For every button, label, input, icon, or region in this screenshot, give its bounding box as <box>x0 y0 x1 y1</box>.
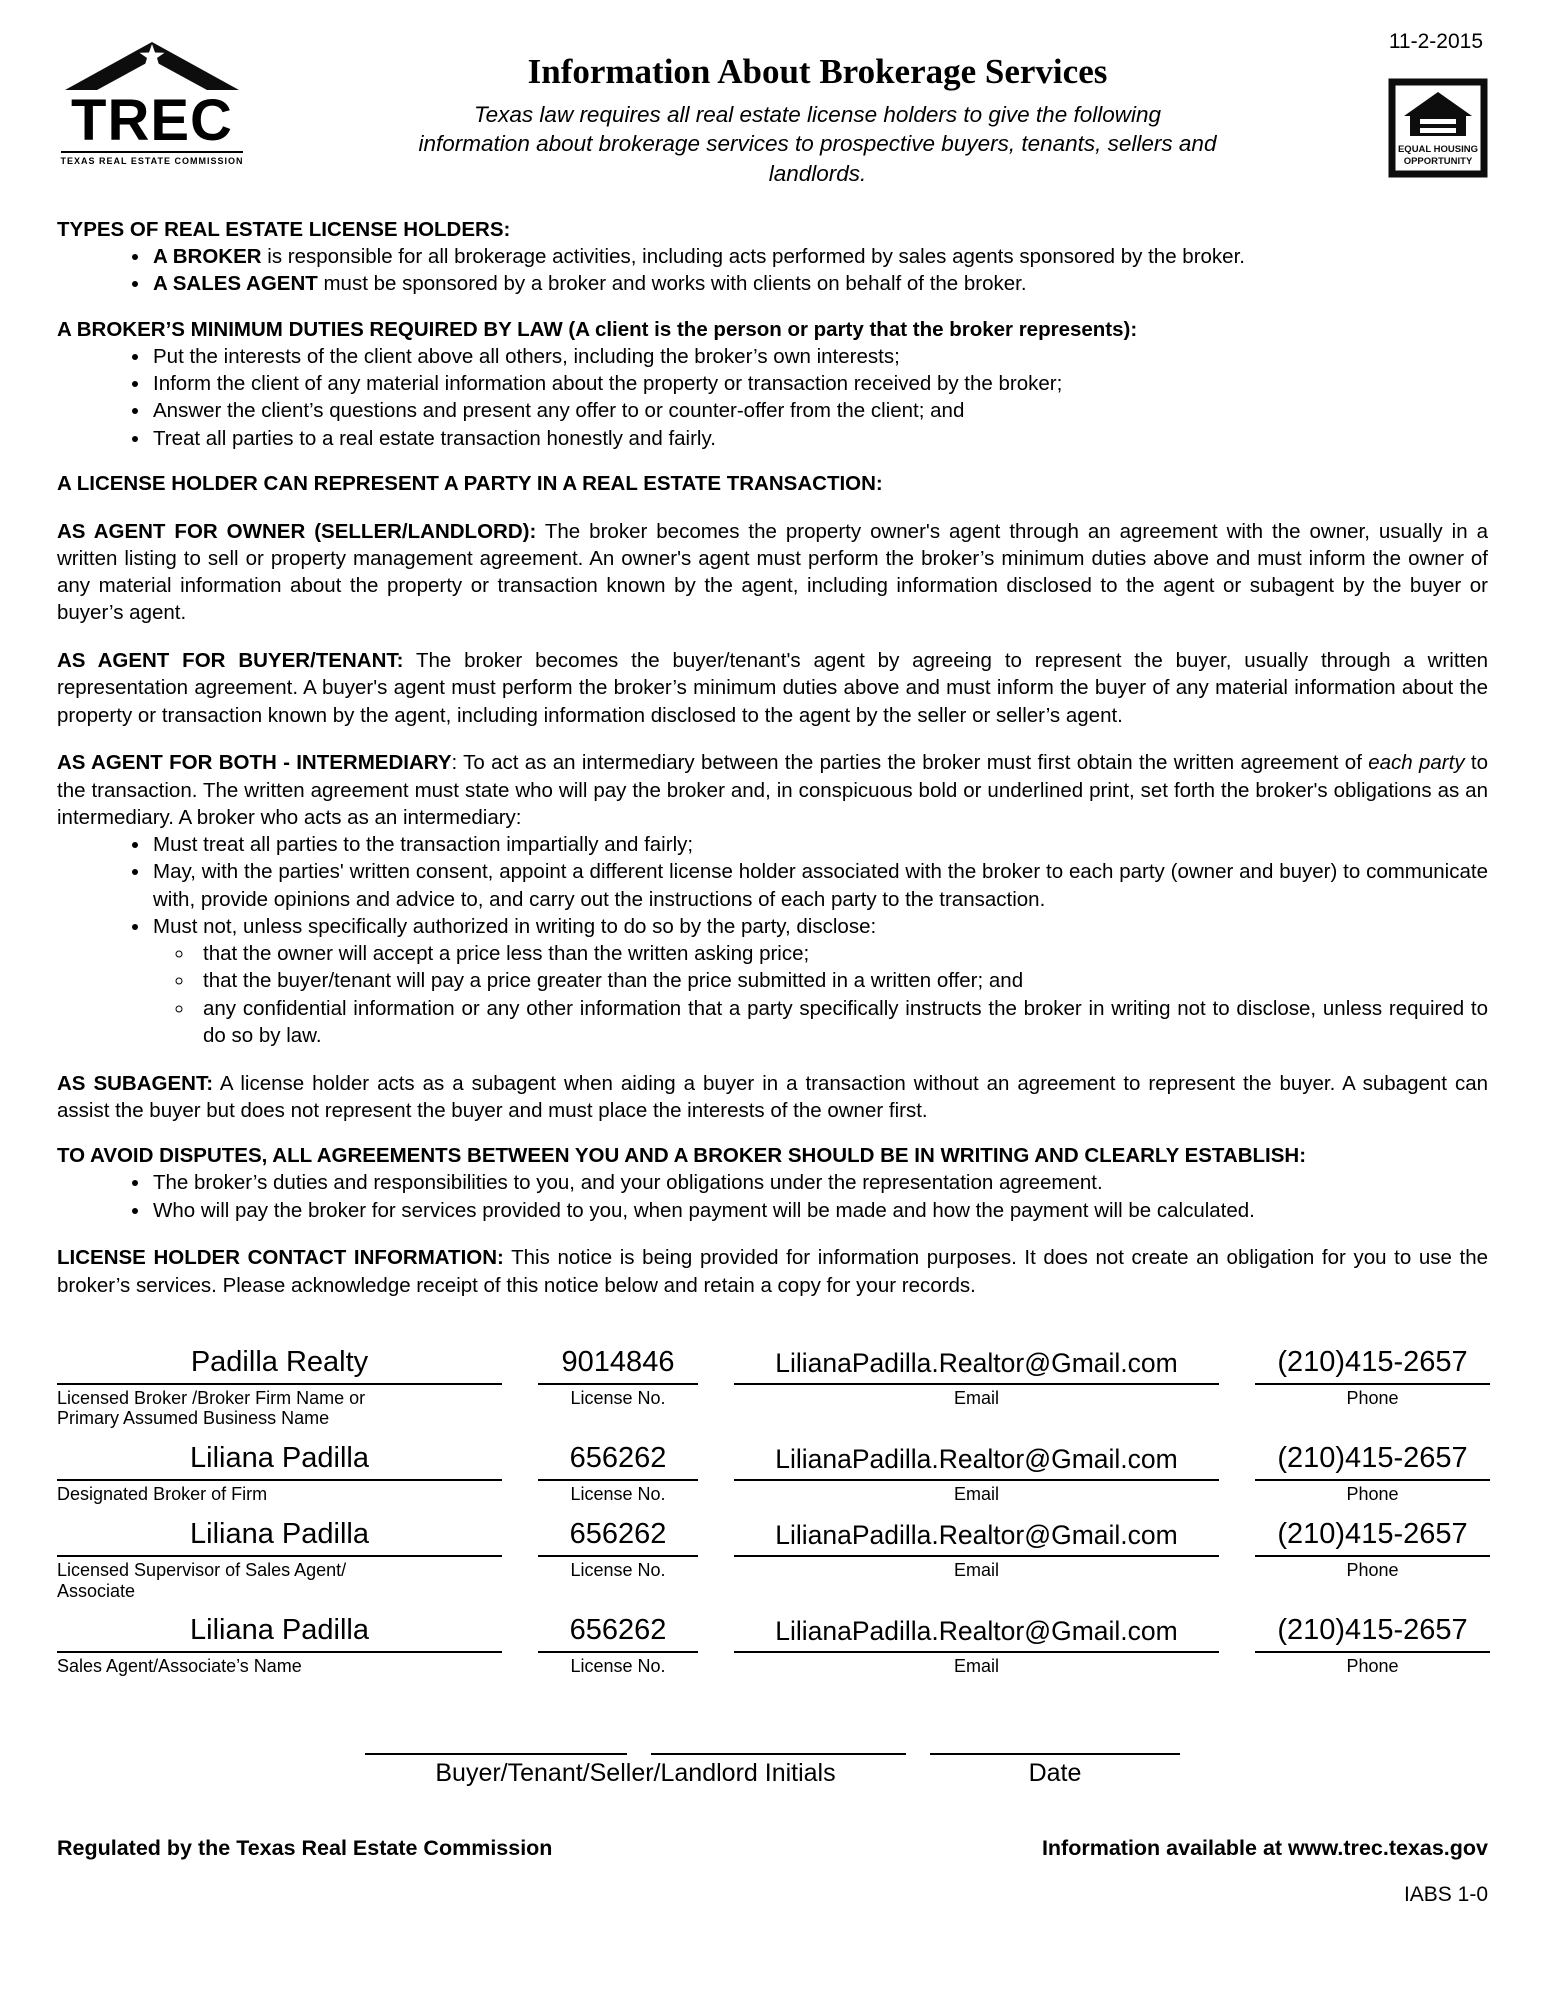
designated-broker-phone-field <box>1255 1439 1490 1505</box>
paragraph-italic: each party <box>1368 751 1465 775</box>
email-value: LilianaPadilla.Realtor@Gmail.com <box>775 1616 1178 1647</box>
document-body <box>57 216 1488 1299</box>
page-title: Information About Brokerage Services <box>527 52 1108 91</box>
equal-housing-logo <box>1388 78 1488 183</box>
designated-broker-label: Designated Broker of Firm <box>57 1484 268 1505</box>
footer-info-available: Information available at www.trec.texas.gov <box>1041 1835 1488 1860</box>
date-signature-group <box>930 1729 1180 1788</box>
date-label: Date <box>1028 1758 1082 1787</box>
sub-bullet-item: ◦ that the owner will accept a price less than the written asking price; <box>195 940 1488 967</box>
bullet-item: • Who will pay the broker for services provided to you, when payment will be made and how the payment will be calculated. <box>151 1197 1488 1224</box>
supervisor-label: Licensed Supervisor of Sales Agent/ Associate <box>57 1559 347 1601</box>
email-value: LilianaPadilla.Realtor@Gmail.com <box>775 1519 1178 1550</box>
form-code: IABS 1-0 <box>1403 1882 1488 1906</box>
paragraph-lead: AS AGENT FOR BUYER/TENANT: <box>57 649 404 672</box>
license-holder-contact-form <box>57 1343 1488 1677</box>
sales-agent-email-field <box>734 1611 1219 1677</box>
sales-agent-label: Sales Agent/Associate’s Name <box>57 1656 302 1677</box>
form-row-designated-broker <box>57 1439 1488 1505</box>
document-header <box>57 38 1488 188</box>
paragraph-text: : To act as an intermediary between the parties the broker must first obtain the written agreement of <box>451 751 1369 775</box>
license-no-label: License No. <box>570 1559 666 1580</box>
supervisor-phone-field <box>1255 1515 1490 1601</box>
email-label: Email <box>953 1484 999 1505</box>
section-types-heading: TYPES OF REAL ESTATE LICENSE HOLDERS: <box>57 217 511 241</box>
bullet-lead: A SALES AGENT <box>153 272 318 296</box>
section-intermediary <box>57 749 1488 831</box>
license-no-label: License No. <box>570 1484 666 1505</box>
section-represent-heading: A LICENSE HOLDER CAN REPRESENT A PARTY IN A REAL ESTATE TRANSACTION: <box>57 471 883 495</box>
license-no-label: License No. <box>570 1656 666 1677</box>
bullet-text: Must not, unless specifically authorized in writing to do so by the party, disclose: <box>153 914 877 938</box>
designated-broker-email-field <box>734 1439 1219 1505</box>
broker-firm-name-field <box>57 1343 502 1429</box>
broker-firm-phone-field <box>1255 1343 1490 1429</box>
sales-agent-name-field <box>57 1611 502 1677</box>
email-value: LilianaPadilla.Realtor@Gmail.com <box>775 1347 1178 1378</box>
equal-housing-icon <box>1388 78 1488 178</box>
phone-value: (210)415-2657 <box>1277 1345 1468 1378</box>
document-footer <box>57 1836 1488 1861</box>
email-label: Email <box>953 1656 999 1677</box>
sub-bullet-item: ◦ that the buyer/tenant will pay a price greater than the price submitted in a written offer; and <box>195 967 1488 994</box>
sales-agent-name-value: Liliana Padilla <box>190 1614 369 1647</box>
license-no-value: 656262 <box>569 1517 667 1550</box>
form-row-supervisor <box>57 1515 1488 1601</box>
supervisor-name-field <box>57 1515 502 1601</box>
trec-roof-star-icon <box>57 38 247 92</box>
supervisor-name-value: Liliana Padilla <box>190 1517 369 1550</box>
phone-value: (210)415-2657 <box>1277 1442 1468 1475</box>
bullet-item: • Treat all parties to a real estate transaction honestly and fairly. <box>151 425 1488 452</box>
phone-label: Phone <box>1346 1387 1399 1408</box>
bullet-item <box>151 270 1488 297</box>
document-date: 11-2-2015 <box>1388 30 1483 53</box>
eho-text-line1: EQUAL HOUSING <box>1397 144 1479 155</box>
supervisor-license-field <box>538 1515 698 1601</box>
section-agent-owner <box>57 518 1488 627</box>
trec-caption: TEXAS REAL ESTATE COMMISSION <box>60 156 244 167</box>
broker-firm-name-label: Licensed Broker /Broker Firm Name or Primary Assumed Business Name <box>57 1387 366 1429</box>
broker-firm-name-value: Padilla Realty <box>190 1345 369 1378</box>
phone-label: Phone <box>1346 1559 1399 1580</box>
broker-firm-email-field <box>734 1343 1219 1429</box>
bullet-text: is responsible for all brokerage activities, including acts performed by sales agents sponsored by the broker. <box>261 245 1245 268</box>
designated-broker-name-field <box>57 1439 502 1505</box>
initials-signature-line[interactable] <box>651 1729 906 1755</box>
email-value: LilianaPadilla.Realtor@Gmail.com <box>775 1444 1178 1475</box>
supervisor-email-field <box>734 1515 1219 1601</box>
section-agent-buyer <box>57 647 1488 729</box>
page-subtitle: Texas law requires all real estate license holders to give the following information about brokerage services to prospective buyers, tenants, sellers and landlords. <box>418 102 1217 186</box>
bullet-item: • Answer the client’s questions and present any offer to or counter-offer from the client; and <box>151 397 1488 424</box>
phone-value: (210)415-2657 <box>1277 1517 1468 1550</box>
paragraph-lead: AS SUBAGENT: <box>57 1071 214 1095</box>
sub-bullet-item: ◦ any confidential information or any other information that a party specifically instructs the broker in writing not to disclose, unless required to do so by law. <box>195 995 1488 1050</box>
trec-wordmark: TREC <box>71 88 233 153</box>
acknowledgement-signature-area <box>57 1729 1488 1788</box>
paragraph-text: to the transaction. The written agreement must state who will pay the broker and, in conspicuous bold or underlined print, set forth the broker's obligations as an intermediary. A broker who acts as an intermediary: <box>57 751 1488 829</box>
paragraph-text: This notice is being provided for information purposes. It does not create an obligation for you to use the broker’s services. Please acknowledge receipt of this notice below and retain a copy for your records. <box>57 1246 1488 1297</box>
license-no-label: License No. <box>570 1387 666 1408</box>
sales-agent-phone-field <box>1255 1611 1490 1677</box>
intermediary-bullet-list <box>57 831 1488 1049</box>
section-subagent <box>57 1070 1488 1125</box>
form-row-sales-agent <box>57 1611 1488 1677</box>
paragraph-text: The broker becomes the property owner's agent through an agreement with the owner, usually in a written listing to sell or property management agreement. An owner's agent must perform the broker’s minimum duties above and must inform the owner of any material information about the property or transaction known by the agent, including information disclosed to the agent or subagent by the buyer or buyer’s agent. <box>57 519 1488 625</box>
paragraph-lead: AS AGENT FOR BOTH - INTERMEDIARY <box>57 751 452 775</box>
email-label: Email <box>953 1559 999 1580</box>
section-disputes-heading: TO AVOID DISPUTES, ALL AGREEMENTS BETWEEN YOU AND A BROKER SHOULD BE IN WRITING AND CLEARLY ESTABLISH: <box>57 1144 1307 1167</box>
eho-text-line2: OPPORTUNITY <box>1403 156 1473 167</box>
section-duties-heading: A BROKER’S MINIMUM DUTIES REQUIRED BY LAW (A client is the person or party that the broker represents): <box>57 317 1138 341</box>
intermediary-sub-bullet-list <box>153 940 1488 1049</box>
phone-label: Phone <box>1346 1484 1399 1505</box>
bullet-item: • The broker’s duties and responsibilities to you, and your obligations under the representation agreement. <box>151 1169 1488 1196</box>
duties-bullet-list <box>57 343 1488 452</box>
bullet-item <box>151 913 1488 1049</box>
initials-signature-line[interactable] <box>365 1729 627 1755</box>
initials-lines <box>365 1729 906 1755</box>
types-bullet-list <box>57 243 1488 298</box>
bullet-item <box>151 243 1488 270</box>
license-no-value: 656262 <box>569 1614 667 1647</box>
paragraph-text: A license holder acts as a subagent when aiding a buyer in a transaction without an agreement to represent the buyer. A subagent can assist the buyer but does not represent the buyer and must place the interests of the owner first. <box>57 1071 1488 1122</box>
email-label: Email <box>953 1387 999 1408</box>
license-no-value: 9014846 <box>561 1345 675 1378</box>
section-contact <box>57 1244 1488 1299</box>
bullet-item: • May, with the parties' written consent, appoint a different license holder associated with the broker to each party (owner and buyer) to communicate with, provide opinions and advice to, and carry out the instructions of each party to the transaction. <box>151 858 1488 913</box>
sales-agent-license-field <box>538 1611 698 1677</box>
designated-broker-name-value: Liliana Padilla <box>190 1442 369 1475</box>
license-no-value: 656262 <box>569 1442 667 1475</box>
designated-broker-license-field <box>538 1439 698 1505</box>
initials-label: Buyer/Tenant/Seller/Landlord Initials <box>435 1758 836 1787</box>
form-row-broker-firm <box>57 1343 1488 1429</box>
paragraph-lead: LICENSE HOLDER CONTACT INFORMATION: <box>57 1246 504 1270</box>
trec-logo <box>57 38 247 166</box>
bullet-item: • Put the interests of the client above all others, including the broker’s own interests; <box>151 343 1488 370</box>
paragraph-lead: AS AGENT FOR OWNER (SELLER/LANDLORD): <box>57 519 537 543</box>
disputes-bullet-list <box>57 1169 1488 1224</box>
footer-regulated-by: Regulated by the Texas Real Estate Commission <box>57 1835 553 1860</box>
phone-label: Phone <box>1346 1656 1399 1677</box>
date-signature-line[interactable] <box>930 1729 1180 1755</box>
bullet-text: must be sponsored by a broker and works with clients on behalf of the broker. <box>317 272 1027 296</box>
bullet-lead: A BROKER <box>153 245 262 268</box>
bullet-item: • Must treat all parties to the transaction impartially and fairly; <box>151 831 1488 858</box>
phone-value: (210)415-2657 <box>1277 1614 1468 1647</box>
initials-signature-group <box>365 1729 906 1788</box>
paragraph-text: The broker becomes the buyer/tenant's agent by agreeing to represent the buyer, usually through a written representation agreement. A buyer's agent must perform the broker’s minimum duties above and must inform the buyer of any material information about the property or transaction known by the agent, including information disclosed to the agent by the seller or seller’s agent. <box>57 649 1489 727</box>
broker-firm-license-field <box>538 1343 698 1429</box>
header-title-block <box>271 38 1364 188</box>
bullet-item: • Inform the client of any material information about the property or transaction received by the broker; <box>151 370 1488 397</box>
